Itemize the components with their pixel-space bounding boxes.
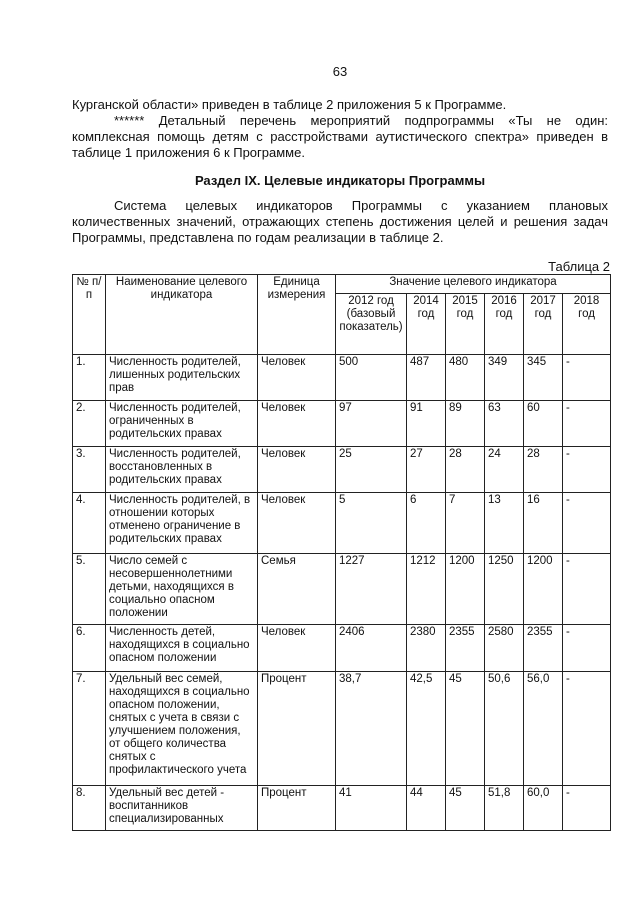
row-value: 345 <box>524 355 563 401</box>
header-year: 2012 год (базовый показатель) <box>336 294 407 355</box>
section-title: Раздел IX. Целевые индикаторы Программы <box>194 173 486 188</box>
row-value: 44 <box>407 786 446 831</box>
paragraph-3: Система целевых индикаторов Программы с указанием плановых количественных значений, отражающих степень достижения целей и решения задач Программы, представлена по годам реализации в таблице 2. <box>72 198 608 245</box>
row-value: 13 <box>485 493 524 554</box>
row-value: 2406 <box>336 625 407 672</box>
header-year: 2017 год <box>524 294 563 355</box>
row-value: 1200 <box>446 554 485 625</box>
row-value: 63 <box>485 401 524 447</box>
row-num: 6. <box>73 625 106 672</box>
row-name: Численность родителей, ограниченных в родительских правах <box>106 401 258 447</box>
row-value: - <box>563 447 611 493</box>
header-year: 2016 год <box>485 294 524 355</box>
row-value: 45 <box>446 786 485 831</box>
row-num: 3. <box>73 447 106 493</box>
header-num: № п/п <box>73 275 106 355</box>
row-unit: Человек <box>258 625 336 672</box>
row-value: 2580 <box>485 625 524 672</box>
table-row <box>73 554 611 625</box>
row-unit: Человек <box>258 401 336 447</box>
row-value: 27 <box>407 447 446 493</box>
table-row <box>73 625 611 672</box>
row-value: - <box>563 493 611 554</box>
row-name: Численность родителей, лишенных родительских прав <box>106 355 258 401</box>
row-name: Удельный вес семей, находящихся в социально опасном положении, снятых с учета в связи с улучшением положения, от общего количества снятых с профилактического учета <box>106 672 258 786</box>
row-num: 8. <box>73 786 106 831</box>
row-value: 89 <box>446 401 485 447</box>
row-value: 60,0 <box>524 786 563 831</box>
table-caption: Таблица 2 <box>548 259 610 274</box>
row-value: 349 <box>485 355 524 401</box>
row-value: - <box>563 554 611 625</box>
row-value: 91 <box>407 401 446 447</box>
row-value: - <box>563 672 611 786</box>
row-value: 2355 <box>524 625 563 672</box>
row-value: 28 <box>524 447 563 493</box>
row-value: 480 <box>446 355 485 401</box>
header-unit: Единица измерения <box>258 275 336 355</box>
row-value: 7 <box>446 493 485 554</box>
row-unit: Процент <box>258 672 336 786</box>
row-value: 487 <box>407 355 446 401</box>
table-row <box>73 401 611 447</box>
row-value: 60 <box>524 401 563 447</box>
row-value: - <box>563 401 611 447</box>
paragraph-2: ****** Детальный перечень мероприятий подпрограммы «Ты не один: комплексная помощь детям с расстройствами аутистического спектра» приведен в таблице 1 приложения 6 к Программе. <box>72 113 608 160</box>
header-year: 2015 год <box>446 294 485 355</box>
row-value: - <box>563 355 611 401</box>
row-unit: Процент <box>258 786 336 831</box>
header-year: 2014 год <box>407 294 446 355</box>
row-num: 1. <box>73 355 106 401</box>
table-row <box>73 447 611 493</box>
row-unit: Человек <box>258 493 336 554</box>
row-value: 25 <box>336 447 407 493</box>
row-value: 5 <box>336 493 407 554</box>
paragraph-1: Курганской области» приведен в таблице 2 приложения 5 к Программе. <box>72 97 507 112</box>
row-num: 4. <box>73 493 106 554</box>
header-name: Наименование целевого индикатора <box>106 275 258 355</box>
table-row <box>73 786 611 831</box>
row-value: 50,6 <box>485 672 524 786</box>
row-value: 97 <box>336 401 407 447</box>
row-value: 41 <box>336 786 407 831</box>
row-value: - <box>563 625 611 672</box>
row-name: Численность родителей, в отношении которых отменено ограничение в родительских правах <box>106 493 258 554</box>
row-value: 500 <box>336 355 407 401</box>
row-num: 2. <box>73 401 106 447</box>
row-unit: Человек <box>258 355 336 401</box>
row-value: 2380 <box>407 625 446 672</box>
row-value: 1227 <box>336 554 407 625</box>
indicators-table <box>72 274 611 831</box>
row-value: 28 <box>446 447 485 493</box>
header-year: 2018 год <box>563 294 611 355</box>
row-value: 16 <box>524 493 563 554</box>
row-value: 56,0 <box>524 672 563 786</box>
row-value: 38,7 <box>336 672 407 786</box>
row-unit: Человек <box>258 447 336 493</box>
row-num: 5. <box>73 554 106 625</box>
table-row <box>73 672 611 786</box>
row-value: 51,8 <box>485 786 524 831</box>
row-value: 6 <box>407 493 446 554</box>
row-name: Численность родителей, восстановленных в родительских правах <box>106 447 258 493</box>
row-value: 24 <box>485 447 524 493</box>
row-value: 1200 <box>524 554 563 625</box>
table-row <box>73 493 611 554</box>
page-number: 63 <box>332 64 348 79</box>
row-value: 42,5 <box>407 672 446 786</box>
row-name: Численность детей, находящихся в социально опасном положении <box>106 625 258 672</box>
row-num: 7. <box>73 672 106 786</box>
row-unit: Семья <box>258 554 336 625</box>
table-row <box>73 355 611 401</box>
row-value: 45 <box>446 672 485 786</box>
row-value: 1212 <box>407 554 446 625</box>
row-name: Удельный вес детей - воспитанников специализированных <box>106 786 258 831</box>
row-value: 2355 <box>446 625 485 672</box>
row-value: 1250 <box>485 554 524 625</box>
row-name: Число семей с несовершеннолетними детьми, находящихся в социально опасном положении <box>106 554 258 625</box>
row-value: - <box>563 786 611 831</box>
header-value-group: Значение целевого индикатора <box>336 275 611 294</box>
